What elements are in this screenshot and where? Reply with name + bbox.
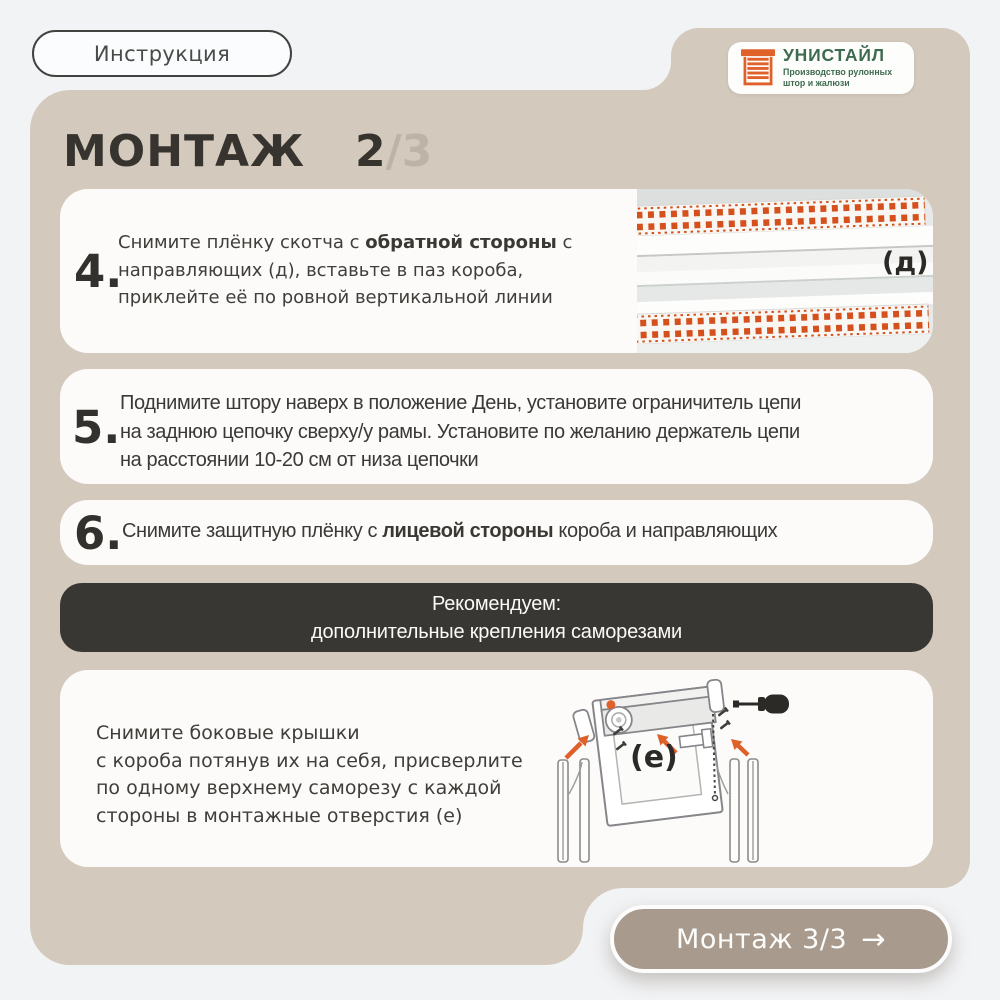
brand-tagline-line2: штор и жалюзи xyxy=(783,78,850,88)
right-side-cap xyxy=(707,679,725,712)
next-page-label: Монтаж 3/3 xyxy=(676,923,848,955)
final-step-text: Снимите боковые крышки с короба потянув их на себя, присверлите по одному верхнему саморезу с каждой стороны в монтажные отверстия (е) xyxy=(96,722,523,827)
instruction-badge-label: Инструкция xyxy=(93,41,231,66)
step-number-5: 5. xyxy=(72,401,121,454)
recommendation-line2: дополнительные крепления саморезами xyxy=(310,620,683,643)
figure-label-d: (д) xyxy=(882,247,929,278)
installation-diagram xyxy=(552,674,842,866)
step-card-4 xyxy=(60,189,933,353)
brand-logo xyxy=(728,42,914,94)
page-number-current: 2 xyxy=(354,126,386,177)
arrow-right-icon: → xyxy=(861,921,886,956)
brand-name: УНИСТАЙЛ xyxy=(783,45,885,66)
next-page-button[interactable] xyxy=(610,905,952,973)
step-6-text: Снимите защитную плёнку с лицевой стороны короба и направляющих xyxy=(122,520,778,542)
recommendation-banner xyxy=(60,583,933,652)
screwdriver-icon xyxy=(733,695,789,714)
page-number-total: /3 xyxy=(385,126,433,177)
page-title-row xyxy=(63,126,432,177)
brand-tagline-line1: Производство рулонных xyxy=(783,67,893,78)
final-step-card xyxy=(60,670,933,867)
recommendation-line1: Рекомендуем: xyxy=(431,592,562,615)
step-number-6: 6. xyxy=(74,507,123,560)
page-title: МОНТАЖ xyxy=(63,126,305,177)
figure-label-e: (e) xyxy=(630,740,678,775)
step-number-4: 4. xyxy=(74,245,123,298)
step-5-text: Поднимите штору наверх в положение День, установите ограничитель цепи на заднюю цепочку сверху/у рамы. Установите по желанию держатель цепи на расстоянии 10-20 см от низа цепочки xyxy=(120,392,802,471)
instruction-badge xyxy=(32,30,292,77)
window-blinds-icon xyxy=(741,48,775,88)
step-card-5 xyxy=(60,369,933,484)
step-4-text: Снимите плёнку скотча с обратной стороны с направляющих (д), вставьте в паз короба, приклейте её по ровной вертикальной линии xyxy=(118,232,573,308)
step-card-6 xyxy=(60,500,933,565)
